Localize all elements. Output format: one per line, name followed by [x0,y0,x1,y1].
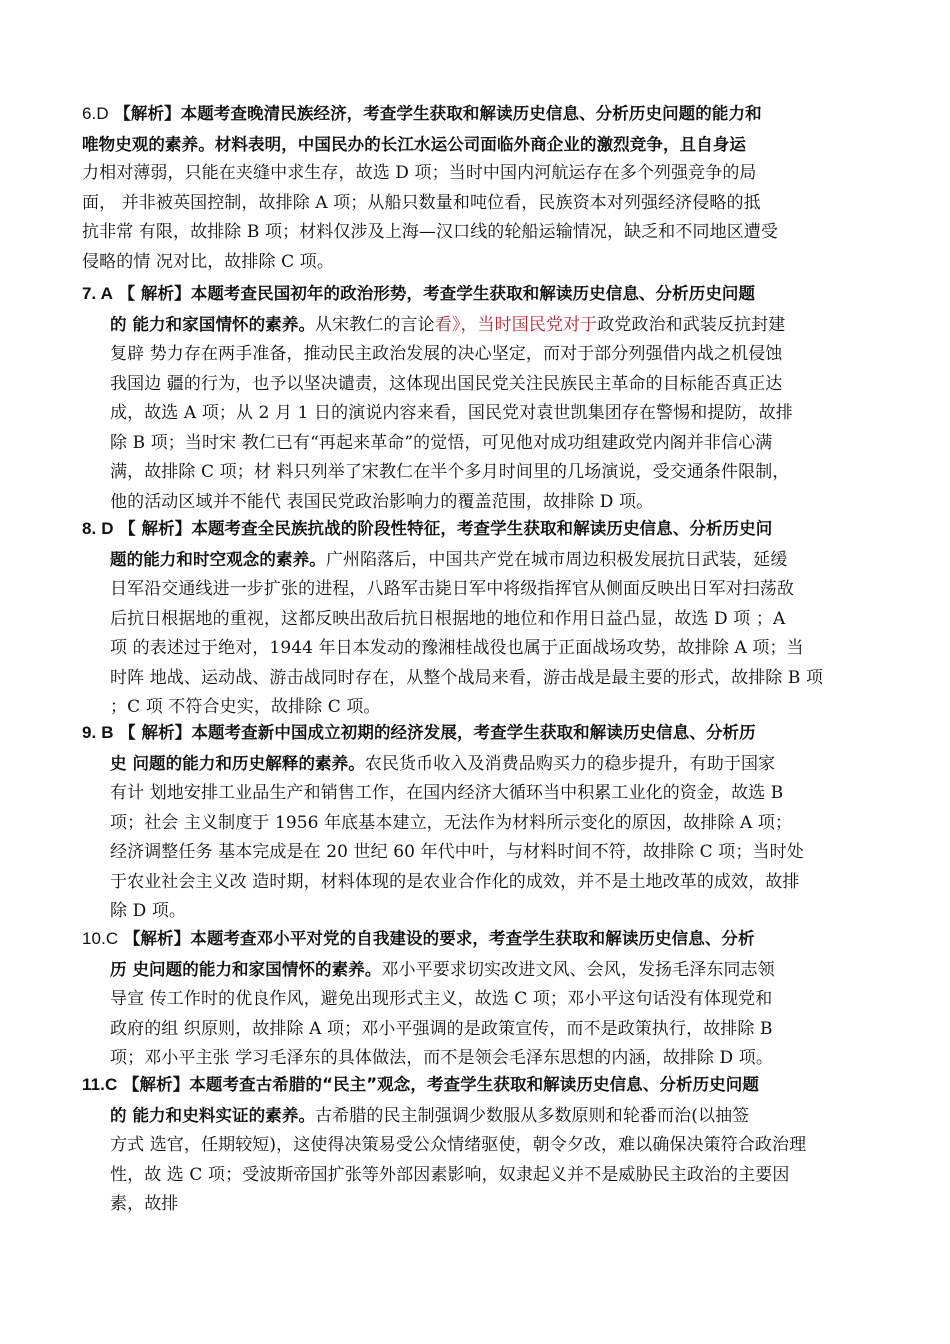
item-7-line-2-bold: 的 能力和家国情怀的素养。 [110,314,316,334]
item-7-line-5: 成，故选 A 项；从 2 月 1 日的演说内容来看，国民党对袁世凯集团存在警惕和提防，故排 [110,403,793,423]
item-7-number: 7. A [82,284,113,303]
item-8-line-7: ；C 项 不符合史实，故排除 C 项。 [110,697,381,717]
item-7-line-7: 满，故排除 C 项；材 料只列举了宋教仁在半个多月时间里的几场演说，受交通条件限制， [110,462,790,482]
item-11-line-2-text: 古希腊的民主制强调少数服从多数原则和轮番而治(以抽签 [315,1105,750,1126]
answer-item-7 [82,279,872,517]
item-9-line-7: 除 D 项。 [110,901,187,921]
item-7-line-2 [82,310,872,341]
item-11-line-2 [82,1101,872,1132]
item-11-line-5: 素，故排 [110,1194,179,1214]
item-6-line-2: 唯物史观的素养。材料表明，中国民办的长江水运公司面临外商企业的激烈竞争，且自身运 [82,134,746,154]
item-10-line-1 [82,924,872,955]
item-6-line-1 [82,99,872,130]
item-8-number: 8. D [82,519,114,538]
item-7-line-1 [82,279,872,310]
item-11-number: 11.C [82,1075,118,1094]
item-7-line-2-tail: 政党政治和武装反抗封建 [597,314,786,335]
item-8-lead: 【 解析】本题考查全民族抗战的阶段性特征，考查学生获取和解读历史信息、分析历史问 [119,519,773,538]
item-11-line-4: 性，故 选 C 项；受波斯帝国扩张等外部因素影响，奴隶起义并不是威胁民主政治的主要因 [110,1164,790,1185]
item-8-line-1 [82,514,872,545]
item-11-lead: 【解析】本题考查古希腊的“民主”观念，考查学生获取和解读历史信息、分析历史问题 [122,1075,759,1094]
item-8-line-4: 后抗日根据地的重视，这都反映出敌后抗日根据地的地位和作用日益凸显，故选 D 项 ；A [110,608,786,629]
item-11-line-1 [82,1070,872,1101]
item-8-line-2-bold: 题的能力和时空观念的素养。 [110,549,326,569]
item-8-line-5: 项 的表述过于绝对，1944 年日本发动的豫湘桂战役也属于正面战场攻势，故排除 A 项；当 [110,638,804,658]
item-9-number: 9. B [82,723,114,742]
answer-item-11 [82,1070,872,1220]
item-7-line-3: 复辟 势力存在两手准备，推动民主政治发展的决心坚定，而对于部分列强借内战之机侵蚀 [110,344,783,364]
item-9-line-4: 项；社会 主义制度于 1956 年底基本建立，无法作为材料所示变化的原因，故排除 A 项； [110,812,793,833]
answer-item-6 [82,99,872,277]
item-7-line-2-text: 从宋教仁的言论 [315,314,435,335]
item-7-lead: 【 解析】本题考查民国初年的政治形势，考查学生获取和解读历史信息、分析历史问题 [118,284,756,303]
item-9-line-2-bold: 史 问题的能力和历史解释的素养。 [110,753,365,773]
item-9-line-6: 于农业社会主义改 造时期，材料体现的是农业合作化的成效，并不是土地改革的成效，故排 [110,871,800,892]
item-10-line-3: 导宣 传工作时的优良作风，避免出现形式主义，故选 C 项；邓小平这句话没有体现党和 [110,989,773,1009]
item-10-lead: 【解析】本题考查邓小平对党的自我建设的要求，考查学生获取和解读历史信息、分析 [123,929,755,948]
item-9-line-2 [82,749,872,780]
item-6-line-6: 侵略的情 况对比，故排除 C 项。 [82,251,334,272]
answer-item-9 [82,718,872,927]
item-7-line-8: 他的活动区域并不能代 表国民党政治影响力的覆盖范围，故排除 D 项。 [110,491,654,512]
item-10-line-4: 政府的组 织原则，故排除 A 项；邓小平强调的是政策宣传，而不是政策执行，故排除 B [110,1018,773,1039]
item-10-line-2-bold: 历 史问题的能力和家国情怀的素养。 [110,959,382,979]
item-7-line-6: 除 B 项；当时宋 教仁已有“再起来革命”的觉悟，可见他对成功组建政党内阁并非信心满 [110,432,773,453]
item-7-line-2-red: 看》，当时国民党对于 [434,314,598,335]
answer-item-10 [82,924,872,1074]
item-8-line-3: 日军沿交通线进一步扩张的进程，八路军击毙日军中将级指挥官从侧面反映出日军对扫荡敌 [110,579,794,599]
item-10-line-2-text: 邓小平要求切实改进文风、会风，发扬毛泽东同志领 [381,959,775,980]
item-6-line-3: 力相对薄弱，只能在夹缝中求生存，故选 D 项；当时中国内河航运存在多个列强竞争的局 [82,163,757,183]
item-10-number: 10.C [82,929,119,948]
answer-item-8 [82,514,872,723]
item-9-line-2-text: 农民货币收入及消费品购买力的稳步提升，有助于国家 [364,753,776,774]
item-9-line-1 [82,718,872,749]
item-6-line-5: 抗非常 有限，故排除 B 项；材料仅涉及上海—汉口线的轮船运输情况，缺乏和不同地区遭受 [82,222,779,242]
item-9-lead: 【 解析】本题考查新中国成立初期的经济发展，考查学生获取和解读历史信息、分析历 [119,723,756,742]
item-10-line-5: 项；邓小平主张 学习毛泽东的具体做法，而不是领会毛泽东思想的内涵，故排除 D 项。 [110,1048,773,1068]
item-11-line-2-bold: 的 能力和史料实证的素养。 [110,1105,316,1125]
item-6-lead: 【解析】本题考查晚清民族经济，考查学生获取和解读历史信息、分析历史问题的能力和 [114,104,762,123]
item-10-line-2 [82,955,872,986]
item-8-line-6: 时阵 地战、运动战、游击战同时存在，从整个战局来看，游击战是最主要的形式，故排除 B 项 [110,667,824,688]
item-9-line-3: 有计 划地安排工业品生产和销售工作，在国内经济大循环当中积累工业化的资金，故选 B [110,783,784,803]
item-8-line-2-text: 广州陷落后，中国共产党在城市周边积极发展抗日武装，延缓 [325,549,788,570]
item-6-number: 6.D [82,104,109,123]
item-9-line-5: 经济调整任务 基本完成是在 20 世纪 60 年代中叶，与材料时间不符，故排除 C 项；当时处 [110,842,804,862]
item-8-line-2 [82,545,872,576]
item-7-line-4: 我国边 疆的行为，也予以坚决谴责，这体现出国民党关注民族民主革命的目标能否真正达 [110,373,783,394]
item-11-line-3: 方式 选官，任期较短)，这使得决策易受公众情绪驱使，朝令夕改，难以确保决策符合政治理 [110,1135,807,1155]
item-6-line-4: 面， 并非被英国控制，故排除 A 项；从船只数量和吨位看，民族资本对列强经济侵略的抵 [82,192,761,213]
